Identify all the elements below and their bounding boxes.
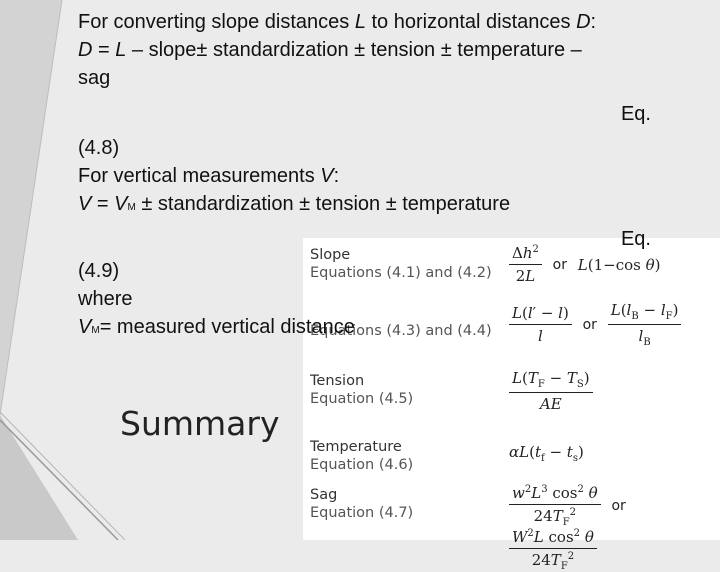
table-row-temperature bbox=[310, 438, 413, 474]
eq-label-1: Eq. bbox=[620, 103, 651, 125]
table-row-sag bbox=[310, 486, 413, 522]
text-line-6: For vertical measurements V: bbox=[78, 165, 340, 187]
row-name: Sag bbox=[310, 487, 338, 503]
or-text: or bbox=[552, 256, 567, 273]
table-row-tension bbox=[310, 372, 413, 408]
row-name: Tension bbox=[310, 373, 365, 389]
standardization-formula: $\frac{L(l' - l)}{l}$ or $\frac{L(l_B - l_F)}{l_B}$ bbox=[509, 301, 681, 348]
eq-number-1: (4.8) bbox=[78, 137, 120, 159]
row-ref: Equation (4.7) bbox=[310, 505, 414, 521]
row-ref: Equation (4.5) bbox=[310, 391, 414, 407]
summary-title: Summary bbox=[120, 404, 280, 443]
text-line-7: V = VM ± standardization ± tension ± temperature bbox=[78, 193, 511, 215]
tension-formula: $\frac{L(T_F - T_S)}{AE}$ bbox=[509, 369, 593, 413]
slope-formula: $\frac{\Delta h^2}{2L}$ or L(1−cos θ) bbox=[509, 244, 661, 285]
or-text: or bbox=[611, 498, 626, 514]
row-name: Temperature bbox=[310, 439, 402, 455]
slide-body-text bbox=[78, 8, 703, 345]
row-ref: Equations (4.1) and (4.2) bbox=[310, 265, 492, 281]
row-name: Slope bbox=[310, 247, 351, 263]
row-ref: Equations (4.3) and (4.4) bbox=[310, 323, 492, 339]
eq-number-2: (4.9) bbox=[78, 260, 120, 282]
text-line-10: VM= measured vertical distance bbox=[78, 316, 355, 338]
eq-label-2: Eq. bbox=[620, 228, 651, 250]
text-line-2: D = L – slope± standardization ± tension ± temperature – bbox=[78, 39, 582, 61]
text-line-where: where bbox=[78, 288, 133, 310]
or-text: or bbox=[582, 316, 597, 333]
text-line-1: For converting slope distances L to horizontal distances D: bbox=[78, 11, 597, 33]
sag-formula: $\frac{w^2L^3 \cos^2 \theta}{24T_F^2}$ or $\frac{W^2L \cos^2 \theta}{24T_F^2}$ bbox=[509, 484, 720, 572]
row-ref: Equation (4.6) bbox=[310, 457, 414, 473]
temperature-formula: $\alpha L(t_f - t_s)$ bbox=[509, 443, 584, 464]
text-line-3: sag bbox=[78, 67, 111, 89]
